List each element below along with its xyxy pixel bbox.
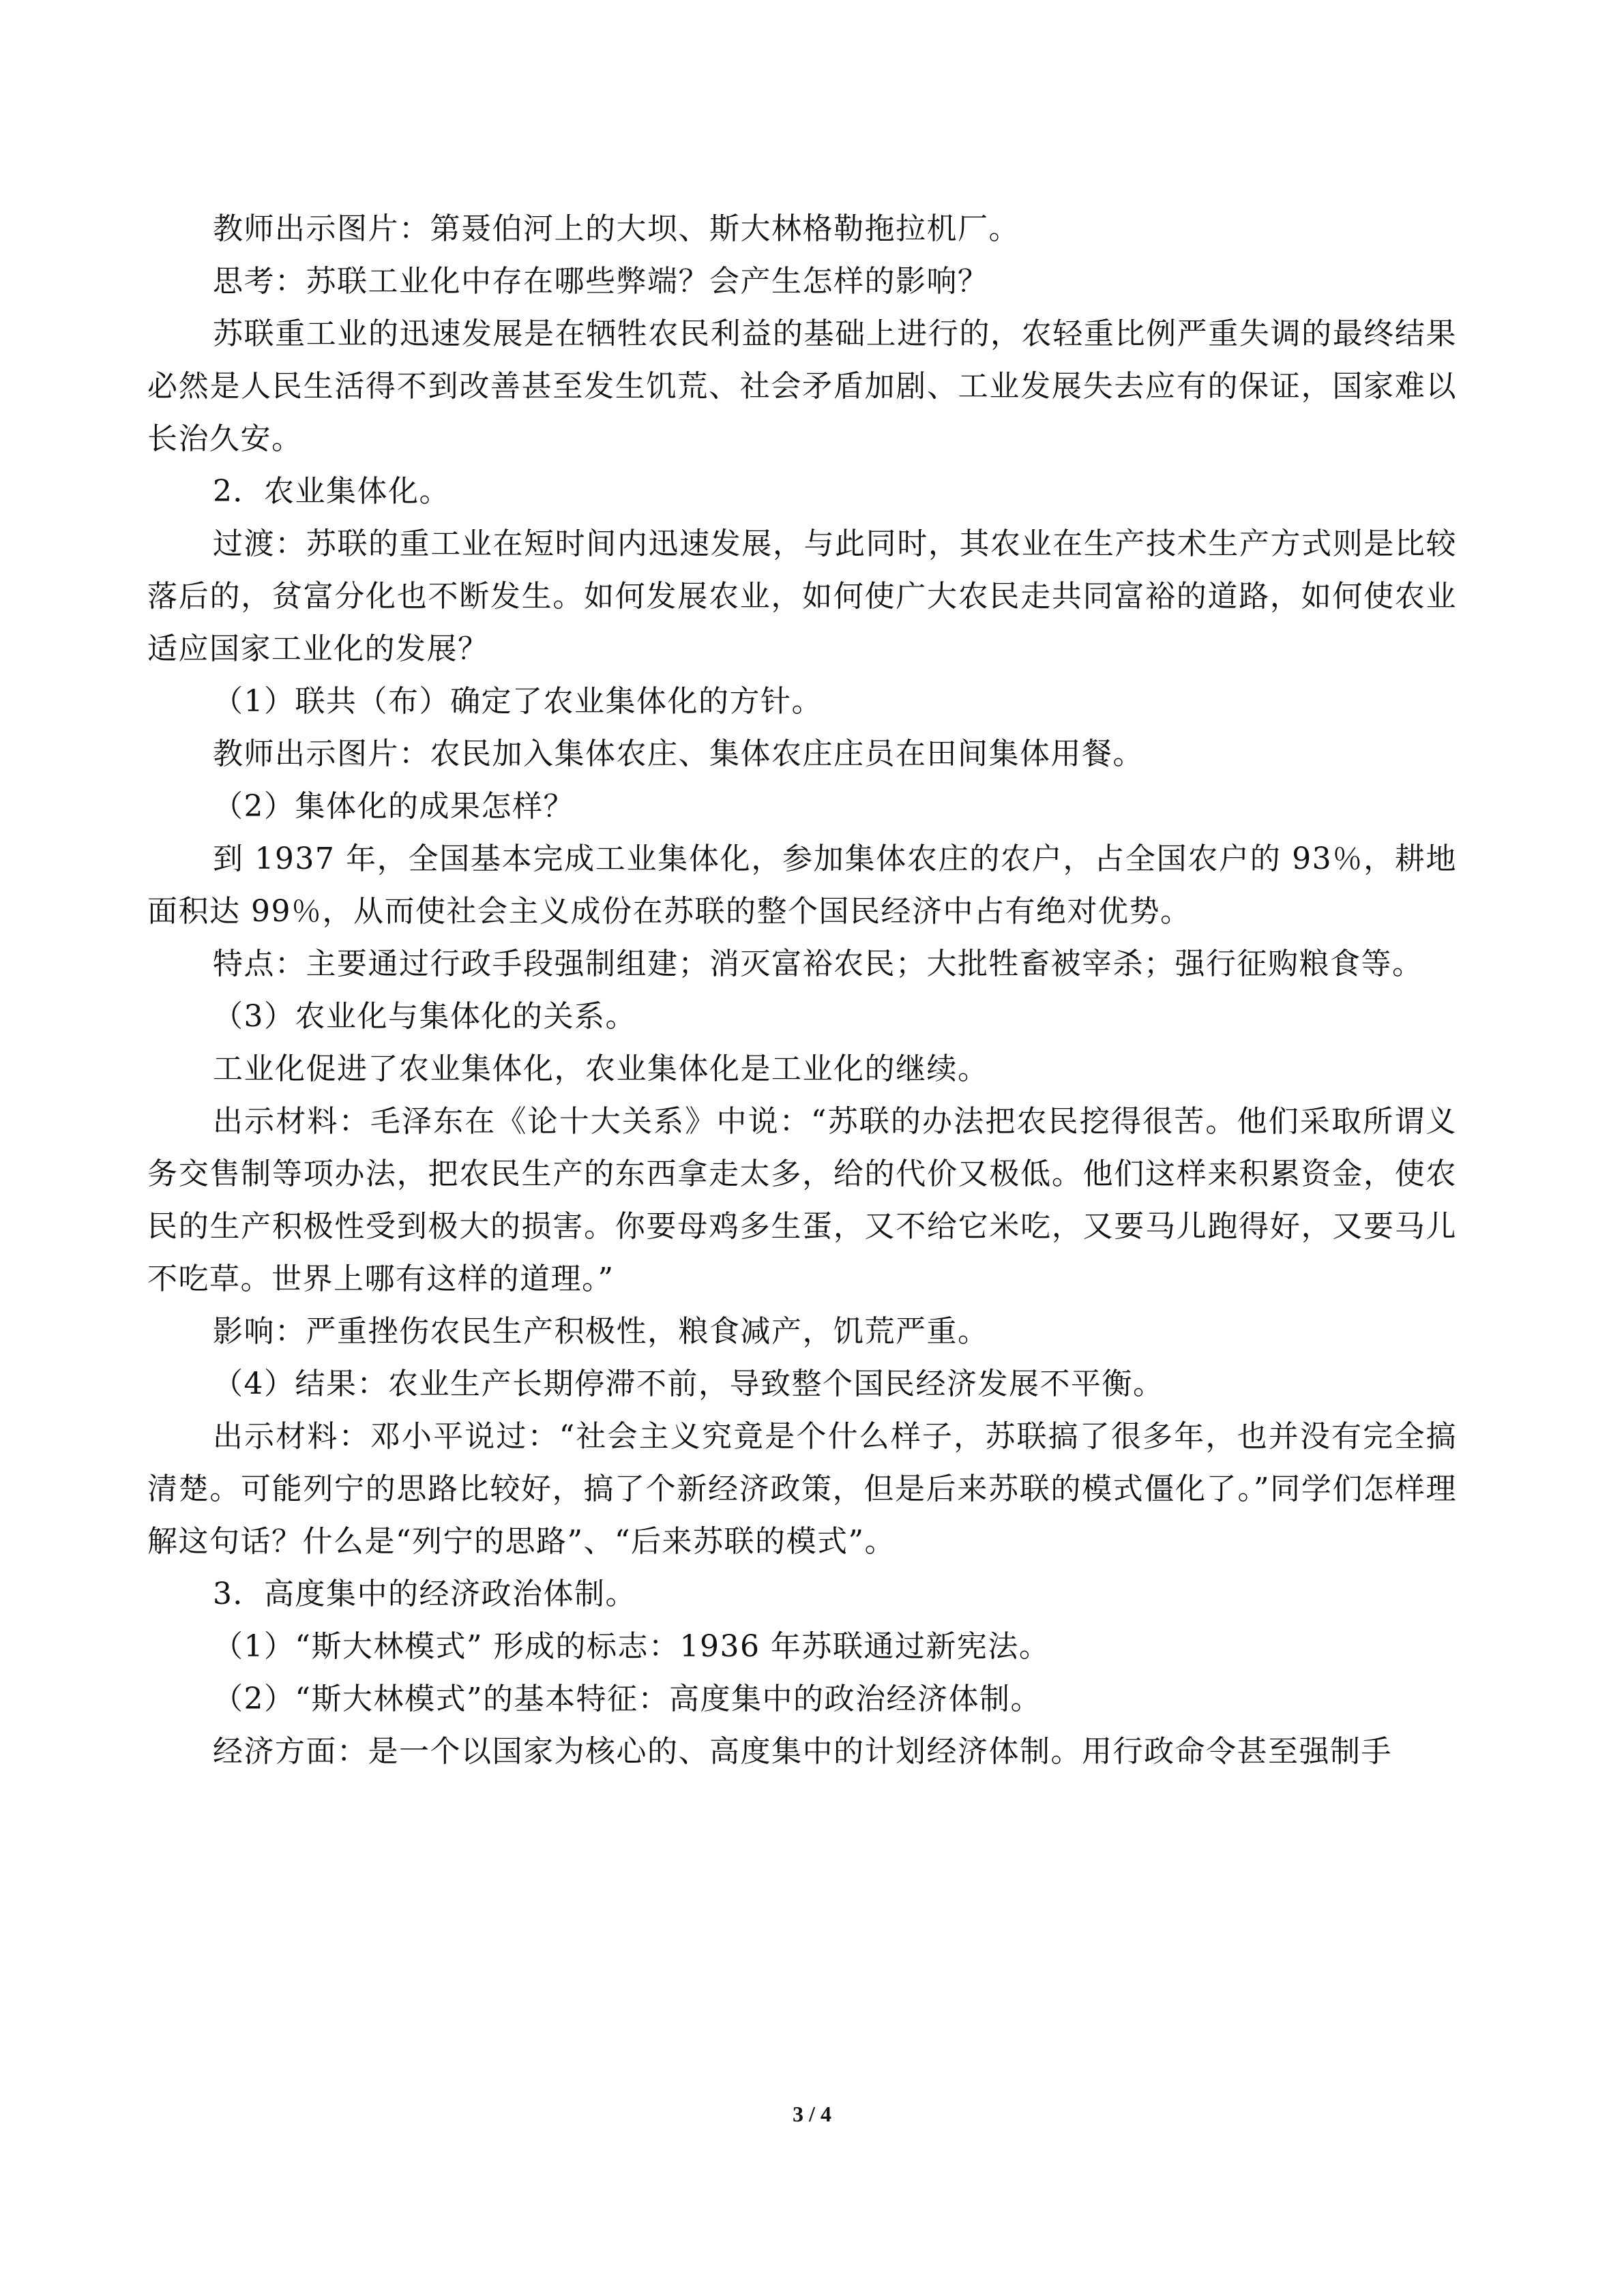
paragraph-policy: （1）联共（布）确定了农业集体化的方针。 [213,684,823,719]
heading-centralized-system: 3．高度集中的经济政治体制。 [213,1577,636,1611]
paragraph-mao-quote: 出示材料：毛泽东在《论十大关系》中说：“苏联的办法把农民挖得很苦。他们采取所谓义务交售制等项办法，把农民生产的东西拿走太多，给的代价又极低。他们这样来积累资金，使农民的生产积极性受到极大的损害。你要母鸡多生蛋，又不给它米吃，又要马儿跑得好，又要马儿不吃草。世界上哪有这样的道理。” [147,1104,1457,1296]
paragraph-stalin-model-features: （2）“斯大林模式”的基本特征：高度集中的政治经济体制。 [213,1682,1042,1716]
paragraph-deng-quote: 出示材料：邓小平说过：“社会主义究竟是个什么样子，苏联搞了很多年，也并没有完全搞清楚。可能列宁的思路比较好，搞了个新经济政策，但是后来苏联的模式僵化了。”同学们怎样理解这句话？什么是“列宁的思路”、“后来苏联的模式”。 [147,1419,1457,1559]
paragraph-think-question: 思考：苏联工业化中存在哪些弊端？会产生怎样的影响？ [213,264,989,299]
paragraph-teacher-picture-farm: 教师出示图片：农民加入集体农庄、集体农庄庄员在田间集体用餐。 [213,736,1144,771]
paragraph-teacher-picture-dam: 教师出示图片：第聂伯河上的大坝、斯大林格勒拖拉机厂。 [213,211,1020,246]
paragraph-industrialization-promotes: 工业化促进了农业集体化，农业集体化是工业化的继续。 [213,1052,989,1086]
paragraph-characteristics: 特点：主要通过行政手段强制组建；消灭富裕农民；大批牲畜被宰杀；强行征购粮食等。 [213,946,1423,981]
document-body [147,203,1457,1778]
paragraph-stalin-model-formation: （1）“斯大林模式” 形成的标志：1936 年苏联通过新宪法。 [213,1629,1050,1664]
paragraph-results-question: （2）集体化的成果怎样？ [213,789,574,824]
paragraph-heavy-industry: 苏联重工业的迅速发展是在牺牲农民利益的基础上进行的，农轻重比例严重失调的最终结果必然是人民生活得不到改善甚至发生饥荒、社会矛盾加剧、工业发展失去应有的保证，国家难以长治久安。 [147,316,1457,456]
heading-agricultural-collectivization: 2．农业集体化。 [213,474,450,509]
paragraph-outcome: （4）结果：农业生产长期停滞不前，导致整个国民经济发展不平衡。 [213,1367,1164,1401]
paragraph-impact: 影响：严重挫伤农民生产积极性，粮食减产，饥荒严重。 [213,1314,989,1349]
paragraph-1937-results: 到 1937 年，全国基本完成工业集体化，参加集体农庄的农户，占全国农户的 93％，耕地面积达 99％，从而使社会主义成份在苏联的整个国民经济中占有绝对优势。 [147,841,1457,929]
page-number: 3 / 4 [793,2102,831,2126]
paragraph-relationship: （3）农业化与集体化的关系。 [213,999,636,1034]
paragraph-economic-aspect: 经济方面：是一个以国家为核心的、高度集中的计划经济体制。用行政命令甚至强制手 [213,1734,1392,1769]
paragraph-transition: 过渡：苏联的重工业在短时间内迅速发展，与此同时，其农业在生产技术生产方式则是比较落后的，贫富分化也不断发生。如何发展农业，如何使广大农民走共同富裕的道路，如何使农业适应国家工业化的发展？ [147,526,1457,666]
